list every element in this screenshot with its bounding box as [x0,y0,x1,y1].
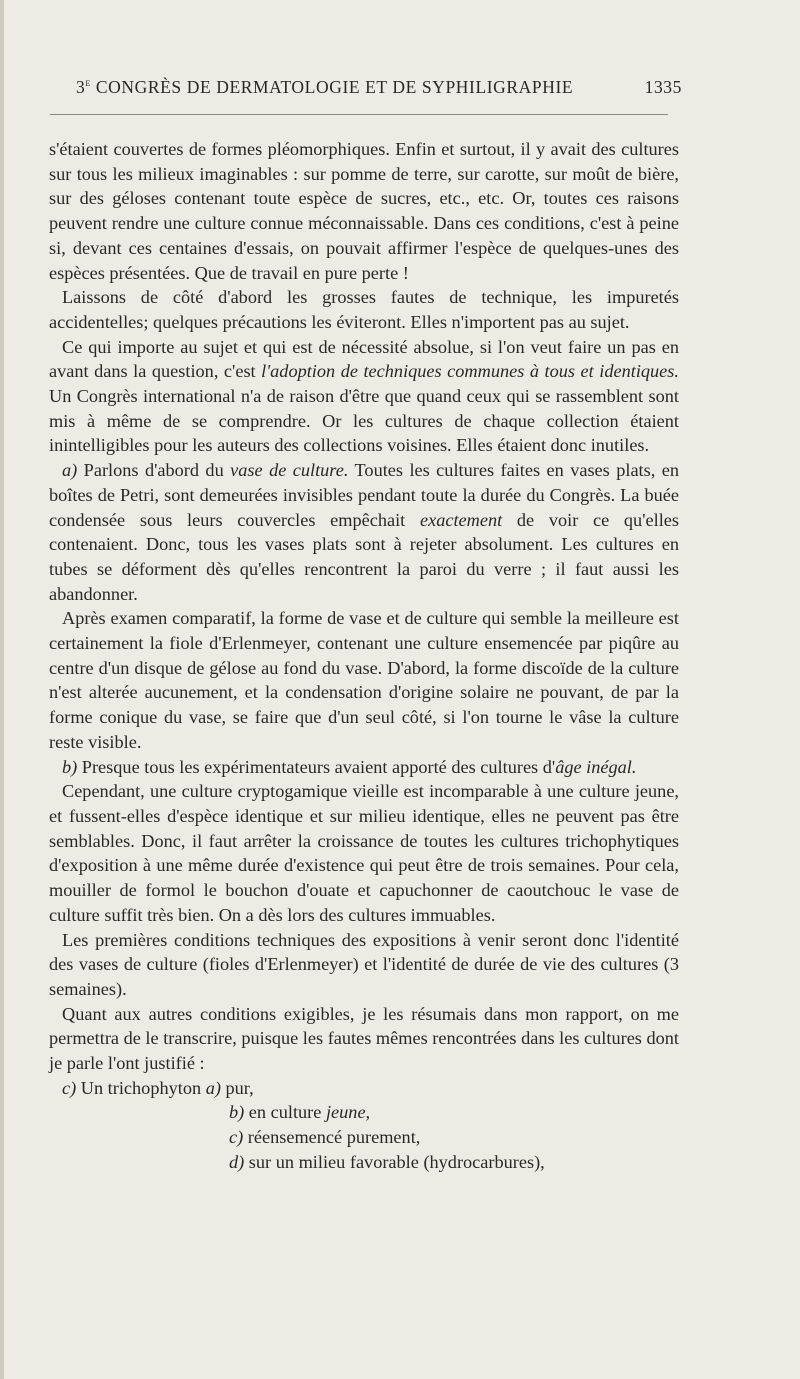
list-marker-a: a) [205,1077,221,1098]
page-edge [0,0,4,1379]
list-marker-b: b) [229,1102,245,1123]
list-item-c-text: réensemencé purement, [243,1127,421,1148]
title-ordinal: 3 [76,77,86,97]
paragraph-7: Cependant, une culture cryptogamique vieille est incomparable à une culture jeune, et fussent-elles d'espèce identique et sur milieu identique, elles ne peuvent pas être semblables. Donc, il faut arrêter la croissance de toutes les cultures trichophytiques d'exposition à une même durée d'existence qui peut être de trois semaines. Pour cela, mouiller de formol le bouchon d'ouate et capuchonner de caoutchouc le vase de culture suffit très bien. On a dès lors des cultures immuables. [49,781,679,925]
paragraph-5: Après examen comparatif, la forme de vase et de culture qui semble la meilleure est certainement la fiole d'Erlenmeyer, contenant une culture ensemencée par piqûre au centre d'un disque de gélose au fond du vase. D'abord, la forme discoïde de la culture n'est alterée aucunement, et la condensation d'origine solaire ne pouvant, de par la forme conique du vase, se faire que d'un seul côté, si l'on tourne le vâse la culture reste visible. [49,608,679,752]
list-item-d-text: sur un milieu favorable (hydrocarbures), [244,1151,545,1172]
page-number: 1335 [644,77,682,97]
list-item-c [49,1125,679,1150]
paragraph-4 [49,458,679,606]
list-marker-d: d) [229,1151,245,1172]
running-title [76,77,573,98]
condition-list [49,1076,679,1175]
paragraph-6 [49,755,679,780]
paragraph-3-text-end: Un Congrès international n'a de raison d'être que quand ceux qui se rassemblent sont mis à même de se comprendre. Or les cultures de chaque collection étaient inintelligibles pour les auteurs des collections voisines. Elles étaient donc inutiles. [49,386,679,456]
running-head [0,77,682,105]
title-ordinal-sup: e [85,77,91,90]
list-item-b-text: en culture [244,1102,326,1123]
paragraph-4-text-end: de voir ce qu'elles contenaient. Donc, tous les vases plats sont à rejeter absolument. Les cultures en tubes se déforment dès qu'elles rencontrent la paroi du verre ; il faut aussi les abandonner. [49,509,679,604]
paragraph-4-text-middle: Toutes les cultures faites en vases plats, en boîtes de Petri, sont demeurées invisibles pendant toute la durée du Congrès. La buée condensée sous leurs couvercles empêchait [49,460,680,530]
paragraph-6-marker: b) [62,756,78,777]
list-item-a-text: pur, [220,1077,254,1098]
paragraph-3-text: Ce qui importe au sujet et qui est de nécessité absolue, si l'on veut faire un pas en avant dans la question, c'est [49,336,679,382]
paragraph-8: Les premières conditions techniques des expositions à venir seront donc l'identité des vases de culture (fioles d'Erlenmeyer) et l'identité de durée de vie des cultures (3 semaines). [49,929,679,999]
paragraph-3 [49,335,679,459]
title-text: CONGRÈS DE DERMATOLOGIE ET DE SYPHILIGRAPHIE [95,77,574,97]
paragraph-9: Quant aux autres conditions exigibles, je les résumais dans mon rapport, on me permettra de le transcrire, puisque les fautes mêmes rencontrées dans les cultures dont je parle l'ont justifié : [49,1003,679,1074]
paragraph-4-marker: a) [62,460,78,481]
paragraph-3-emphasis: l'adoption de techniques communes à tous et identiques. [261,361,679,382]
list-lead-text: Un trichophyton [76,1077,206,1098]
paragraph-4-emphasis: vase de culture. [230,460,349,481]
paragraph-4-text: Parlons d'abord du [77,460,231,481]
paragraph-6-emphasis: âge inégal. [555,756,637,777]
header-rule [50,114,668,115]
list-item-b-emphasis: jeune, [325,1102,371,1123]
paragraph-1: s'étaient couvertes de formes pléomorphiques. Enfin et surtout, il y avait des cultures sur tous les milieux imaginables : sur pomme de terre, sur carotte, sur moût de bière, sur des géloses contenant toute espèce de sucres, etc., etc. Or, toutes ces raisons peuvent rendre une culture connue méconnaissable. Dans ces conditions, c'est à peine si, devant ces centaines d'essais, on pouvait affirmer l'espèce de quelques-unes des espèces présentées. Que de travail en pure perte ! [49,139,679,283]
list-marker-c: c) [62,1077,77,1098]
list-item-d [49,1150,679,1175]
paragraph-6-text: Presque tous les expérimentateurs avaient apporté des cultures d' [77,756,556,777]
paragraph-2: Laissons de côté d'abord les grosses fautes de technique, les impuretés accidentelles; quelques précautions les éviteront. Elles n'importent pas au sujet. [49,287,679,332]
body-text [49,137,679,1175]
list-marker-c2: c) [229,1127,244,1148]
list-item-b [49,1100,679,1125]
list-item-a [49,1076,679,1101]
paragraph-4-emphasis-2: exactement [419,509,503,530]
